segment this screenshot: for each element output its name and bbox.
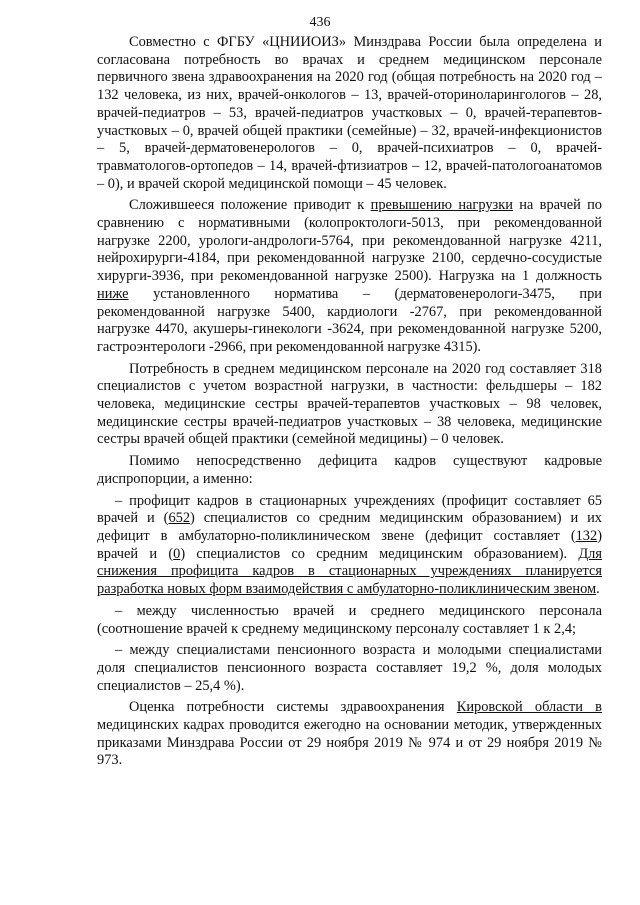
text-run: ) врачей и ( (97, 527, 602, 562)
list-item-surplus (97, 493, 602, 599)
text-run: . (596, 581, 600, 598)
underlined-text: 652 (168, 510, 191, 527)
document-body (97, 34, 602, 774)
underlined-text: ниже (97, 285, 129, 302)
paragraph-disproportions-intro: Помимо непосредственно дефицита кадров существуют кадровые диспропорции, а именно: (97, 453, 602, 487)
underlined-text: превышению нагрузки (370, 197, 513, 214)
text-run: ) специалистов со средним медицинским образованием). (180, 545, 579, 562)
text-run: – профицит кадров в стационарных учреждениях (профицит составляет 65 врачей и ( (97, 492, 602, 527)
paragraph-workload (97, 197, 602, 356)
paragraph-staffing-needs: Совместно с ФГБУ «ЦНИИОИЗ» Минздрава России была определена и согласована потребность во врачах и среднем медицинском персонале первичного звена здравоохранения на 2020 год (общая потребность на 2020 год – 132 человека, из них, врачей-онкологов – 13, врачей-оториноларингологов – 28, врачей-педиатров – 53, врачей-педиатров участковых – 0, врачей-терапевтов-участковых – 0, врачей общей практики (семейные) – 32, врачей-инфекционистов – 5, врачей-дерматовенерологов – 0, врачей-психиатров – 0, врачей-травматологов-ортопедов – 14, врачей-фтизиатров – 12, врачей-патологоанатомов – 0), и врачей скорой медицинской помощи – 45 человек. (97, 34, 602, 192)
text-run: установленного норматива – (дерматовенерологи-3475, при рекомендованной нагрузке 5400, кардиологи -2767, при рекомендованной нагрузке 4470, акушеры-гинекологи -3624, при рекомендованной нагрузке 5200, гастроэнтерологи -2966, при рекомендованной нагрузке 4315). (97, 285, 602, 355)
underlined-text: 0 (173, 545, 181, 562)
text-run: медицинских кадрах проводится ежегодно на основании методик, утвержденных приказами Минздрава России от 29 ноября 2019 № 974 и от 29 ноября 2019 № 973. (97, 717, 602, 769)
page-number: 436 (309, 15, 331, 30)
paragraph-assessment (97, 699, 602, 770)
text-run: Оценка потребности системы здравоохранения (129, 699, 457, 716)
text-run: на врачей по сравнению с нормативными (колопроктологи-5013, при рекомендованной нагрузке 2200, урологи-андрологи-5764, при рекомендованной нагрузке 4211, нейрохирурги-4184, при рекомендованной нагрузке 2100, сердечно-сосудистые хирурги-3936, при рекомендованной нагрузке 2500). Нагрузка на 1 должность (97, 197, 603, 285)
underlined-text: Для снижения профицита кадров в стационарных учреждениях планируется разработка новых форм взаимодействия с амбулаторно-поликлиническим звеном (97, 545, 602, 598)
paragraph-nursing-needs: Потребность в среднем медицинском персонале на 2020 год составляет 318 специалистов с учетом возрастной нагрузки, в частности: фельдшеры – 182 человека, медицинские сестры врачей-терапевтов участковых – 98 человек, медицинские сестры врачей-педиатров участковых – 38 человека, медицинские сестры врачей общей практики (семейной медицины) – 0 человек. (97, 360, 602, 448)
text-run: ) специалистов со средним медицинским образованием) и их дефицит в амбулаторно-поликлиническом звене (дефицит составляет ( (97, 510, 602, 544)
text-run: Сложившееся положение приводит к (129, 197, 371, 214)
list-item-age: – между специалистами пенсионного возраста и молодыми специалистами доля специалистов пенсионного возраста составляет 19,2 %, доля молодых специалистов – 25,4 %). (97, 642, 602, 694)
underlined-text: 132 (575, 527, 598, 544)
list-item-ratio: – между численностью врачей и среднего медицинского персонала (соотношение врачей к среднему медицинскому персоналу составляет 1 к 2,4; (97, 602, 602, 637)
underlined-text: Кировской области в (456, 699, 602, 716)
